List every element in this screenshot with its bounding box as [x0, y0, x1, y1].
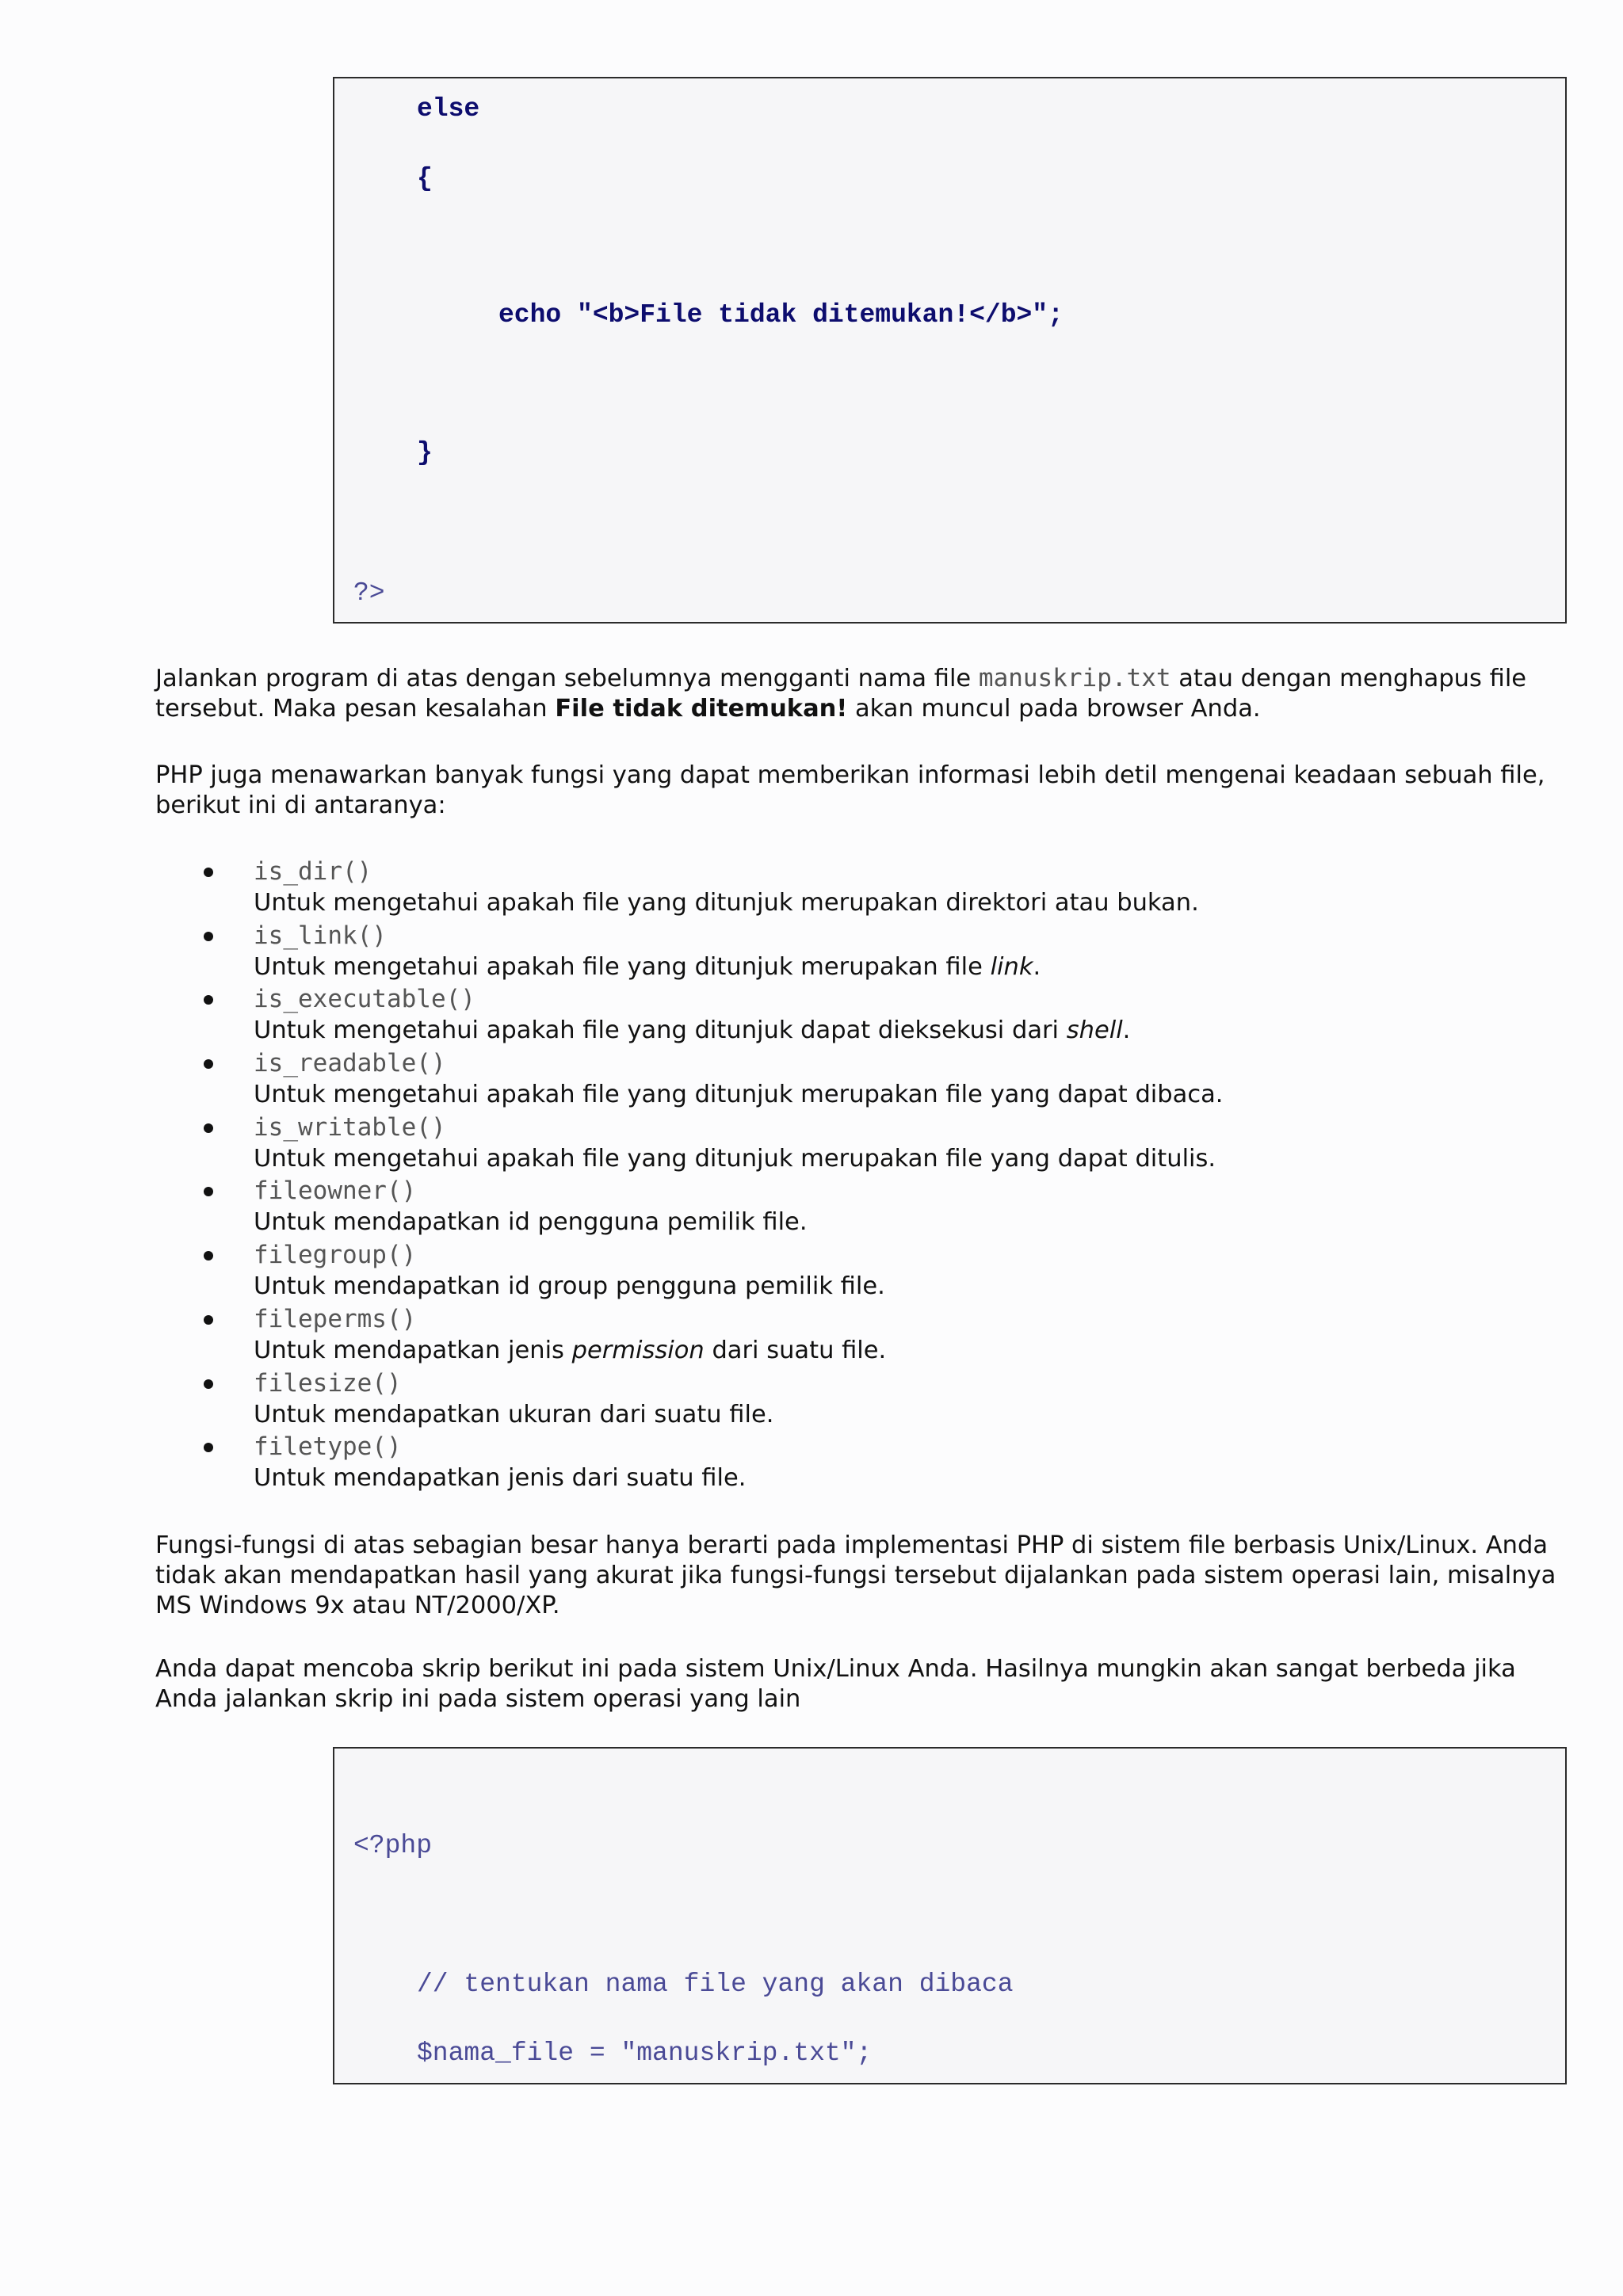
bullet-icon	[204, 1443, 213, 1452]
code-line: $nama_file = "manuskrip.txt";	[417, 2039, 873, 2068]
filename: manuskrip.txt	[978, 664, 1171, 692]
bullet-icon	[204, 1187, 213, 1196]
function-name: is_readable()	[254, 1049, 446, 1078]
bullet-icon	[204, 1315, 213, 1325]
bullet-icon	[204, 1379, 213, 1389]
code-line: }	[417, 438, 433, 467]
function-name: is_link()	[254, 921, 387, 950]
paragraph-unix-note: Fungsi-fungsi di atas sebagian besar hanya berarti pada implementasi PHP di sistem file berbasis Unix/Linux. Anda tidak akan mendapatkan hasil yang akurat jika fungsi-fungsi tersebut dijalankan pada sistem operasi lain, misalnya MS Windows 9x atau NT/2000/XP.	[155, 1531, 1556, 1619]
text: atau dengan menghapus file tersebut. Maka pesan kesalahan	[155, 665, 1527, 723]
function-description: Untuk mendapatkan ukuran dari suatu file.	[254, 1400, 774, 1428]
bullet-icon	[204, 995, 213, 1005]
code-line: echo "<b>File tidak ditemukan!</b>";	[498, 300, 1064, 330]
bullet-icon	[204, 1123, 213, 1133]
code-line: {	[417, 164, 433, 193]
bullet-icon	[204, 932, 213, 941]
function-name: is_executable()	[254, 985, 475, 1014]
function-name: is_dir()	[254, 857, 372, 886]
function-name: filesize()	[254, 1368, 402, 1398]
function-description: Untuk mendapatkan id group pengguna pemilik file.	[254, 1272, 885, 1301]
bullet-icon	[204, 868, 213, 877]
function-description: Untuk mendapatkan id pengguna pemilik file.	[254, 1208, 808, 1237]
function-description: Untuk mengetahui apakah file yang ditunjuk merupakan file link.	[254, 952, 1041, 981]
text: akan muncul pada browser Anda.	[847, 695, 1261, 723]
function-description: Untuk mengetahui apakah file yang ditunjuk merupakan direktori atau bukan.	[254, 889, 1199, 917]
paragraph-missing-file	[155, 663, 1566, 724]
function-name: is_writable()	[254, 1112, 446, 1142]
function-name: filegroup()	[254, 1241, 417, 1270]
bold-text: File tidak ditemukan!	[555, 695, 848, 723]
paragraph-try-script: Anda dapat mencoba skrip berikut ini pada sistem Unix/Linux Anda. Hasilnya mungkin akan sangat berbeda jika Anda jalankan skrip ini pada sistem operasi yang lain	[155, 1655, 1516, 1713]
function-name: filetype()	[254, 1432, 402, 1462]
code-comment: // tentukan nama file yang akan dibaca	[417, 1970, 1014, 1999]
code-block-2	[333, 1747, 1567, 2084]
bullet-icon	[204, 1059, 213, 1069]
code-line: else	[417, 94, 480, 124]
function-name: fileperms()	[254, 1304, 417, 1333]
function-name: fileowner()	[254, 1177, 417, 1206]
bullet-icon	[204, 1251, 213, 1261]
paragraph-intro-functions: PHP juga menawarkan banyak fungsi yang dapat memberikan informasi lebih detil mengenai keadaan sebuah file, berikut ini di antaranya:	[155, 761, 1545, 819]
code-line: <?php	[353, 1831, 433, 1860]
function-description: Untuk mengetahui apakah file yang ditunjuk merupakan file yang dapat ditulis.	[254, 1144, 1216, 1173]
code-line: ?>	[353, 578, 385, 608]
function-description: Untuk mengetahui apakah file yang ditunjuk merupakan file yang dapat dibaca.	[254, 1081, 1224, 1109]
code-block-1	[333, 77, 1567, 624]
text: Jalankan program di atas dengan sebelumnya mengganti nama file	[155, 665, 979, 692]
function-description: Untuk mendapatkan jenis permission dari suatu file.	[254, 1336, 887, 1364]
function-description: Untuk mengetahui apakah file yang ditunjuk dapat dieksekusi dari shell.	[254, 1016, 1131, 1045]
function-description: Untuk mendapatkan jenis dari suatu file.	[254, 1464, 747, 1493]
